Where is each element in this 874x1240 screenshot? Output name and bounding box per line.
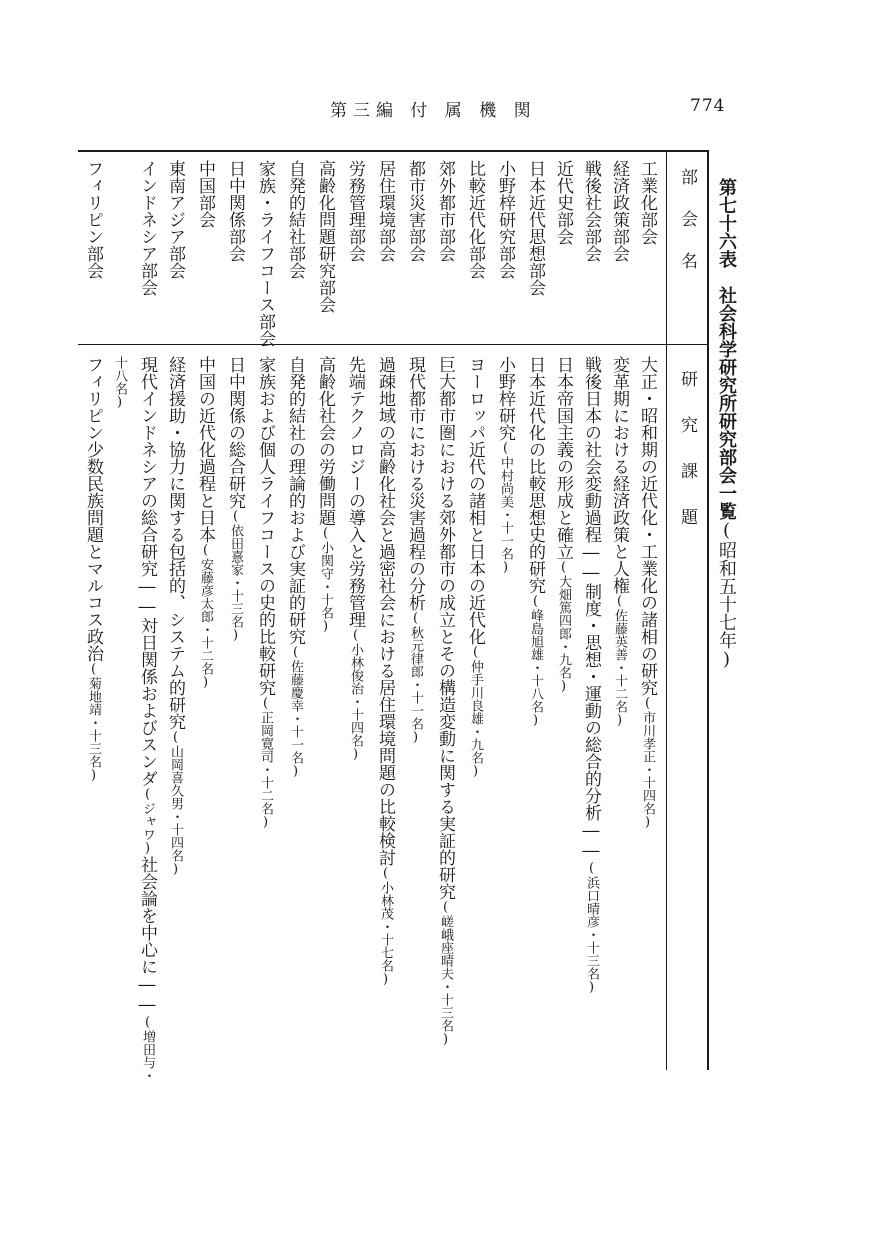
- header-divider-rule: [666, 150, 667, 1070]
- table-row-8-topic-text: 現代都市における災害過程の分析: [405, 356, 425, 611]
- table-row-6-topic: [466, 356, 483, 779]
- table-row-9-topic: [376, 356, 393, 987]
- table-row-5-topic-text: 小野梓研究: [495, 356, 515, 441]
- table-row-12-name: 自発的結社部会: [285, 160, 305, 279]
- table-row-8-note: (秋元律郎・十一名): [408, 611, 423, 745]
- table-row-10-topic: [346, 356, 363, 762]
- table-row-3-note: (大畑篤四郎・九名): [556, 560, 571, 694]
- table-row-15-topic: [196, 356, 213, 690]
- table-row-9-topic-text: 過疎地域の高齢化社会と過密社会における居住環境問題の比較検討: [375, 356, 395, 866]
- table-row-14-topic-text: 日中関係の総合研究: [225, 356, 245, 509]
- table-row-13-topic: [256, 356, 273, 830]
- column-header-topic: 研 究 課 題: [677, 370, 697, 531]
- table-row-5-note: (中村尚美・十一名): [498, 441, 513, 575]
- table-title-main: 第七十六表 社会科学研究所研究部会一覧: [716, 178, 737, 520]
- table-row-17-note: (ジャワ): [140, 787, 155, 856]
- table-row-9-name: 居住環境部会: [375, 160, 395, 262]
- table-row-16-note: (山岡喜久男・十四名): [168, 730, 183, 877]
- table-row-17-topic-cont: 社会論を中心に――: [137, 856, 157, 1015]
- table-row-19-note: (菊地靖・十三名): [86, 662, 101, 783]
- table-row-10-name: 労務管理部会: [345, 160, 365, 262]
- table-row-2-topic-text: 戦後日本の社会変動過程――制度・思想・運動の総合的分析――: [581, 356, 601, 861]
- running-header: 第三編 付 属 機 関: [330, 101, 537, 121]
- table-row-11-topic: [316, 356, 333, 634]
- table-row-18-note: [110, 356, 127, 410]
- table-title: [717, 178, 735, 670]
- table-row-4-note: (峰島旭雄・十八名): [528, 594, 543, 728]
- table-row-11-name: 高齢化問題研究部会: [315, 160, 335, 313]
- table-row-9-note: (小林茂・十七名): [378, 866, 393, 987]
- table-row-17-topic: [138, 356, 155, 1082]
- table-row-10-topic-text: 先端テクノロジーの導入と労務管理: [345, 356, 365, 628]
- table-row-14-name: 日中関係部会: [225, 160, 245, 262]
- table-row-19-name: フィリピン部会: [83, 160, 103, 279]
- table-row-16-topic: [166, 356, 183, 877]
- table-row-2-name: 戦後社会部会: [581, 160, 601, 262]
- table-row-13-note: (正岡寛司・十二名): [258, 696, 273, 830]
- table-row-6-note: (仲手川良雄・九名): [468, 645, 483, 779]
- column-header-name: 部 会 名: [677, 168, 697, 273]
- table-row-4-topic: [526, 356, 543, 728]
- table-row-1-name: 経済政策部会: [609, 160, 629, 262]
- table-right-rule: [707, 150, 709, 1070]
- table-row-8-topic: [406, 356, 423, 745]
- table-row-14-topic: [226, 356, 243, 643]
- table-row-0-note: (市川孝正・十四名): [640, 696, 655, 830]
- table-row-3-topic-text: 日本帝国主義の形成と確立: [553, 356, 573, 560]
- table-row-1-topic-text: 変革期における経済政策と人権: [609, 356, 629, 594]
- table-row-5-name: 小野梓研究部会: [495, 160, 515, 279]
- table-row-15-topic-text: 中国の近代化過程と日本: [195, 356, 215, 543]
- table-row-3-name: 近代史部会: [553, 160, 573, 245]
- table-row-7-topic-text: 巨大都市圏における郊外都市の成立とその構造変動に関する実証的研究: [435, 356, 455, 900]
- table-row-15-name: 中国部会: [195, 160, 215, 228]
- table-row-17-topic-text: 現代インドネシアの総合研究――対日関係およびスンダ: [137, 356, 157, 787]
- table-row-19-topic-text: フィリピン少数民族問題とマルコス政治: [83, 356, 103, 662]
- table-row-16-topic-text: 経済援助・協力に関する包括的、システム的研究: [165, 356, 185, 730]
- table-row-5-topic: [496, 356, 513, 575]
- table-row-11-note: (小関守・十名): [318, 526, 333, 634]
- table-row-0-topic-text: 大正・昭和期の近代化・工業化の諸相の研究: [637, 356, 657, 696]
- table-row-11-topic-text: 高齢化社会の労働問題: [315, 356, 335, 526]
- table-row-4-name: 日本近代思想部会: [525, 160, 545, 296]
- table-row-4-topic-text: 日本近代化の比較思想史的研究: [525, 356, 545, 594]
- table-row-12-note: (佐藤慶幸・十一名): [288, 645, 303, 779]
- table-row-13-name: 家族・ライフコース部会: [255, 160, 275, 347]
- table-row-12-topic-text: 自発的結社の理論的および実証的研究: [285, 356, 305, 645]
- table-top-rule: [78, 150, 709, 152]
- page-number: 774: [690, 96, 726, 116]
- table-row-10-note: (小林俊治・十四名): [348, 628, 363, 762]
- table-row-6-name: 比較近代化部会: [465, 160, 485, 279]
- table-row-0-topic: [638, 356, 655, 830]
- table-row-18-note-text: 十八名): [112, 356, 127, 410]
- table-row-15-note: (安藤彦太郎・十二名): [198, 543, 213, 690]
- table-row-17-name: インドネシア部会: [137, 160, 157, 296]
- table-row-8-name: 都市災害部会: [405, 160, 425, 262]
- table-row-0-name: 工業化部会: [637, 160, 657, 245]
- table-row-19-topic: [84, 356, 101, 783]
- table-row-17-note2: (増田与・: [140, 1015, 155, 1082]
- table-row-7-note: (嵯峨座晴夫・十三名): [438, 900, 453, 1047]
- table-row-1-note: (佐藤英善・十二名): [612, 594, 627, 728]
- table-row-14-note: (依田憙家・十三名): [228, 509, 243, 643]
- table-row-2-note: (浜口晴彦・十三名): [584, 861, 599, 995]
- table-row-1-topic: [610, 356, 627, 728]
- table-row-12-topic: [286, 356, 303, 779]
- table-row-13-topic-text: 家族および個人ライフコースの史的比較研究: [255, 356, 275, 696]
- table-title-suffix: (昭和五十七年): [716, 520, 737, 670]
- table-row-3-topic: [554, 356, 571, 694]
- table-row-2-topic: [582, 356, 599, 995]
- table-row-7-topic: [436, 356, 453, 1047]
- table-row-7-name: 郊外都市部会: [435, 160, 455, 262]
- table-row-16-name: 東南アジア部会: [165, 160, 185, 279]
- table-row-6-topic-text: ヨーロッパ近代の諸相と日本の近代化: [465, 356, 485, 645]
- column-divider-rule: [78, 344, 709, 345]
